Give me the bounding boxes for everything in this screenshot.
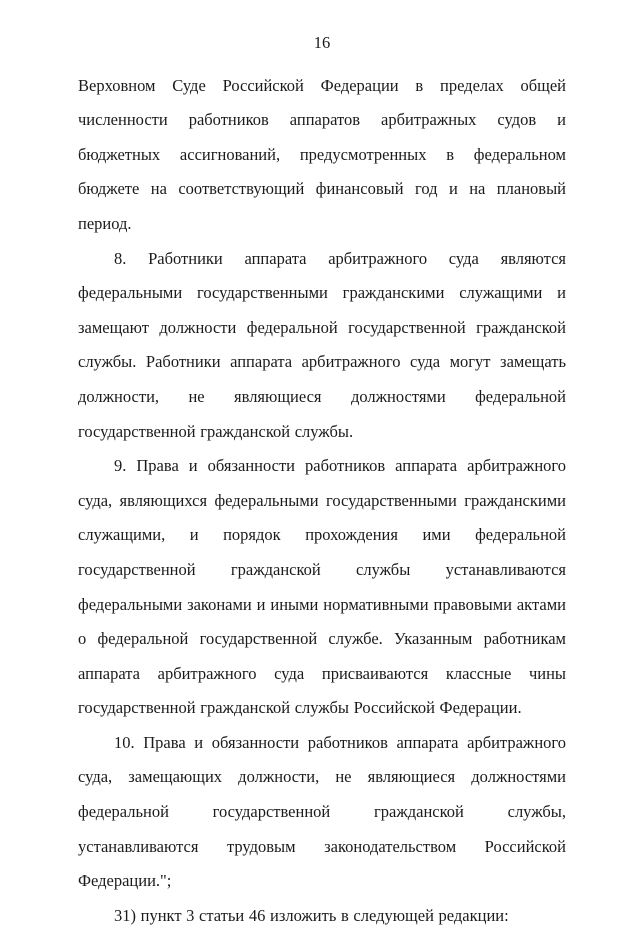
paragraph-item-8: 8. Работники аппарата арбитражного суда являются федеральными государственными гражданскими служащими и замещают должности федеральной государственной гражданской службы. Работники аппарата арбитражного суда могут замещать должности, не являющиеся должностями федеральной государственной гражданской службы. (78, 248, 566, 441)
paragraph-item-31: 31) пункт 3 статьи 46 изложить в следующей редакции: (114, 905, 509, 925)
page-number: 16 (313, 33, 331, 52)
document-body (78, 69, 566, 933)
paragraph-continuation: Верховном Суде Российской Федерации в пределах общей численности работников аппаратов арбитражных судов и бюджетных ассигнований, предусмотренных в федеральном бюджете на соответствующий финансовый год и на плановый период. (78, 75, 566, 233)
paragraph-item-10: 10. Права и обязанности работников аппарата арбитражного суда, замещающих должности, не являющиеся должностями федеральной государственной гражданской службы, устанавливаются трудовым законодательством Российской Федерации."; (78, 732, 566, 891)
paragraph-item-9: 9. Права и обязанности работников аппарата арбитражного суда, являющихся федеральными государственными гражданскими служащими, и порядок прохождения ими федеральной государственной гражданской службы устанавливаются федеральными законами и иными нормативными правовыми актами о федеральной государственной службе. Указанным работникам аппарата арбитражного суда присваиваются классные чины государственной гражданской службы Российской Федерации. (78, 456, 566, 718)
